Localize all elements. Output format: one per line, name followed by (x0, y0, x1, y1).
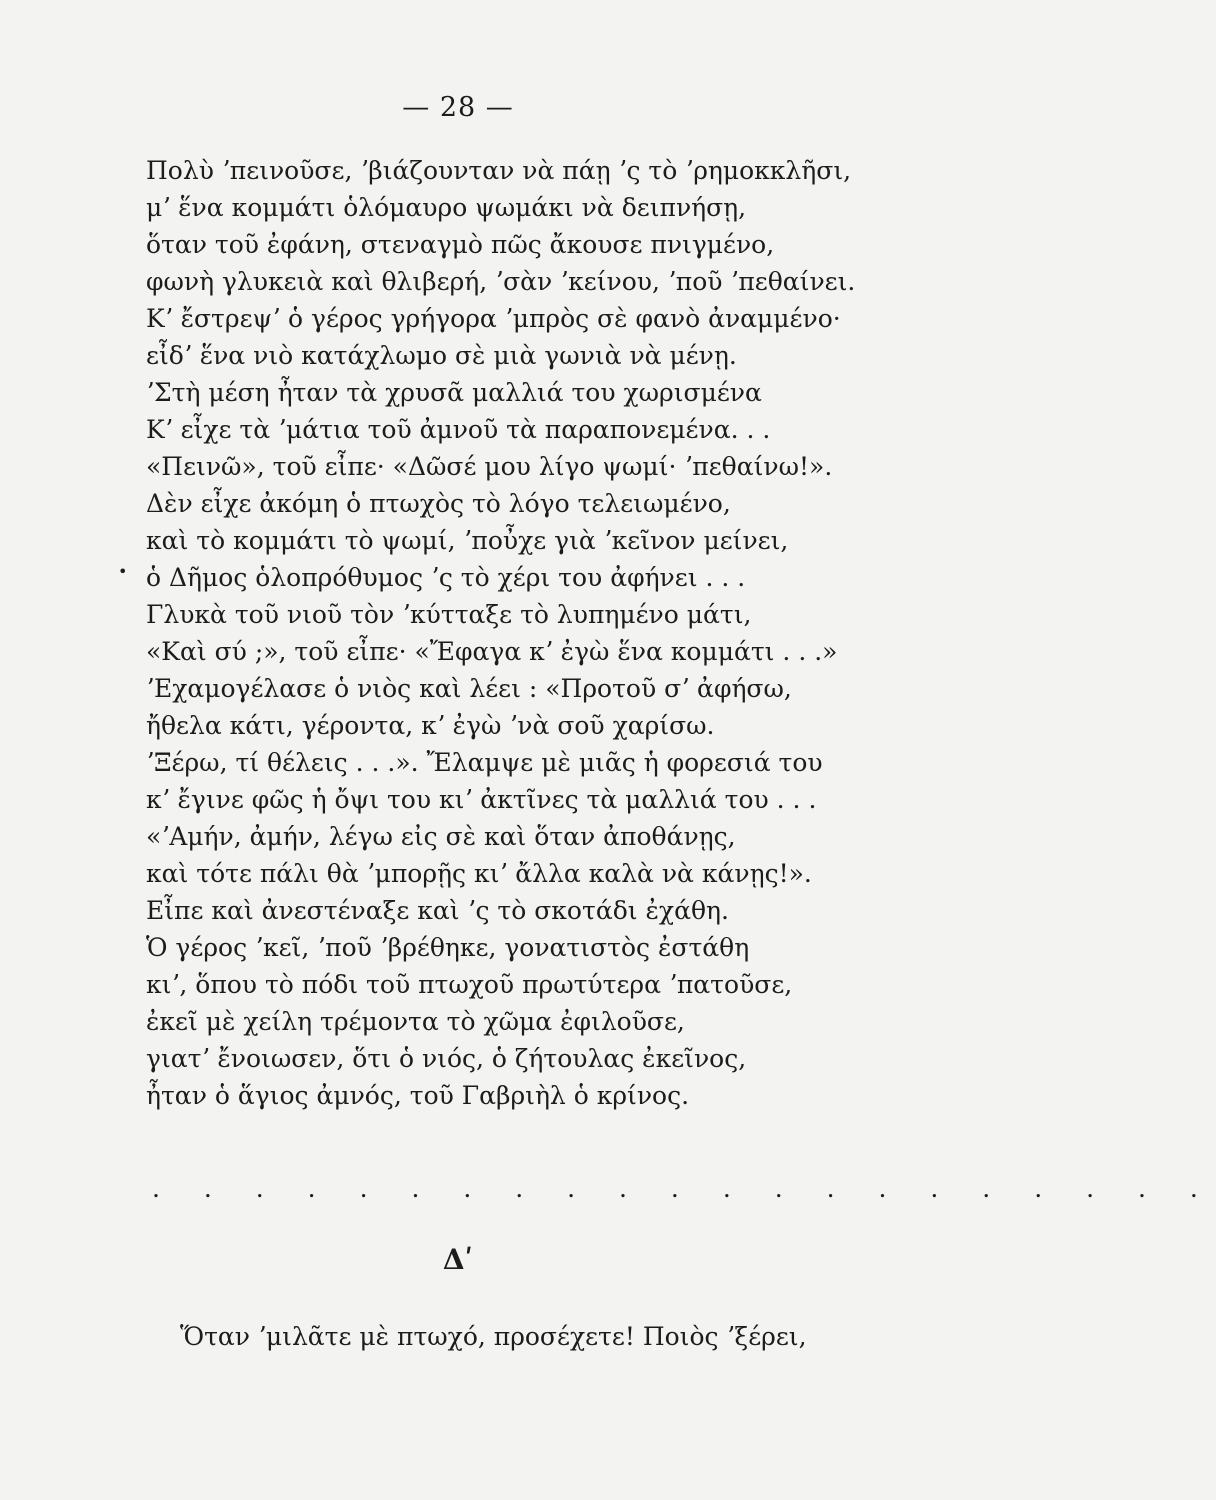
verse-line: «Καὶ σύ ;», τοῦ εἶπε· «Ἔφαγα κʼ ἐγὼ ἕνα κομμάτι . . .» (146, 637, 838, 666)
verse-line: καὶ τὸ κομμάτι τὸ ψωμί, ʼποὖχε γιὰ ʼκεῖνον μείνει, (146, 526, 789, 555)
verse-line: ὁ Δῆμος ὁλοπρόθυμος ʼς τὸ χέρι του ἀφήνει . . . (146, 563, 746, 592)
verse-line: ὅταν τοῦ ἐφάνη, στεναγμὸ πῶς ἄκουσε πνιγμένο, (146, 230, 775, 259)
verse-line: μʼ ἕνα κομμάτι ὁλόμαυρο ψωμάκι νὰ δειπνήσῃ, (146, 193, 747, 222)
verse-line: εἶδʼ ἕνα νιὸ κατάχλωμο σὲ μιὰ γωνιὰ νὰ μένῃ. (146, 341, 737, 370)
verse-line: Δὲν εἶχε ἀκόμη ὁ πτωχὸς τὸ λόγο τελειωμένο, (146, 489, 731, 518)
verse-line: Γλυκὰ τοῦ νιοῦ τὸν ʼκύτταξε τὸ λυπημένο μάτι, (146, 600, 752, 629)
page-number: — 28 — (402, 92, 514, 123)
verse-line: φωνὴ γλυκειὰ καὶ θλιβερή, ʼσὰν ʼκείνου, ʼποῦ ʼπεθαίνει. (146, 267, 856, 296)
verse-line: ʼΣτὴ μέση ἦταν τὰ χρυσᾶ μαλλιά του χωρισμένα (146, 378, 762, 407)
verse-line: «ʼΑμήν, ἀμήν, λέγω εἰς σὲ καὶ ὅταν ἀποθάνῃς, (146, 822, 736, 851)
verse-line: κʼ ἔγινε φῶς ἡ ὄψι του κιʼ ἀκτῖνες τὰ μαλλιά του . . . (146, 785, 817, 814)
verse-line: Κʼ εἶχε τὰ ʼμάτια τοῦ ἀμνοῦ τὰ παραπονεμένα. . . (146, 415, 771, 444)
dotted-separator: . . . . . . . . . . . . . . . . . . . . . (152, 1174, 1216, 1203)
verse-line: ʼΞέρω, τί θέλεις . . .». Ἔλαμψε μὲ μιᾶς ἡ φορεσιά του (146, 748, 823, 777)
verse-line: Κʼ ἔστρεψʼ ὁ γέρος γρήγορα ʼμπρὸς σὲ φανὸ ἀναμμένο· (146, 304, 841, 333)
verse-line: γιατʼ ἔνοιωσεν, ὅτι ὁ νιός, ὁ ζήτουλας ἐκεῖνος, (146, 1044, 747, 1073)
margin-mark: • (118, 562, 128, 581)
verse-line: ʼΕχαμογέλασε ὁ νιὸς καὶ λέει : «Προτοῦ σʼ ἀφήσω, (146, 674, 792, 703)
verse-line: καὶ τότε πάλι θὰ ʼμπορῇς κιʼ ἄλλα καλὰ νὰ κάνῃς!». (146, 859, 812, 888)
verse-line: ἐκεῖ μὲ χείλη τρέμοντα τὸ χῶμα ἐφιλοῦσε, (146, 1007, 685, 1036)
verse-line: Ὁ γέρος ʼκεῖ, ʼποῦ ʼβρέθηκε, γονατιστὸς ἐστάθη (146, 933, 750, 962)
verse-line: κιʼ, ὅπου τὸ πόδι τοῦ πτωχοῦ πρωτύτερα ʼπατοῦσε, (146, 970, 793, 999)
verse-line: Εἶπε καὶ ἀνεστέναξε καὶ ʼς τὸ σκοτάδι ἐχάθη. (146, 896, 729, 925)
verse-line-final: Ὅταν ʼμιλᾶτε μὲ πτωχό, προσέχετε! Ποιὸς ʼξέρει, (180, 1322, 807, 1351)
verse-line: Πολὺ ʼπεινοῦσε, ʼβιάζουνταν νὰ πάῃ ʼς τὸ ʼρημοκκλῆσι, (146, 156, 852, 185)
verse-line: ἤθελα κάτι, γέροντα, κʼ ἐγὼ ʼνὰ σοῦ χαρίσω. (146, 711, 715, 740)
section-heading: Δʹ (442, 1243, 474, 1276)
verse-line: «Πεινῶ», τοῦ εἶπε· «Δῶσέ μου λίγο ψωμί· ʼπεθαίνω!». (146, 452, 833, 481)
poem-verse (146, 152, 916, 1114)
verse-line: ἦταν ὁ ἅγιος ἀμνός, τοῦ Γαβριὴλ ὁ κρίνος. (146, 1081, 690, 1110)
